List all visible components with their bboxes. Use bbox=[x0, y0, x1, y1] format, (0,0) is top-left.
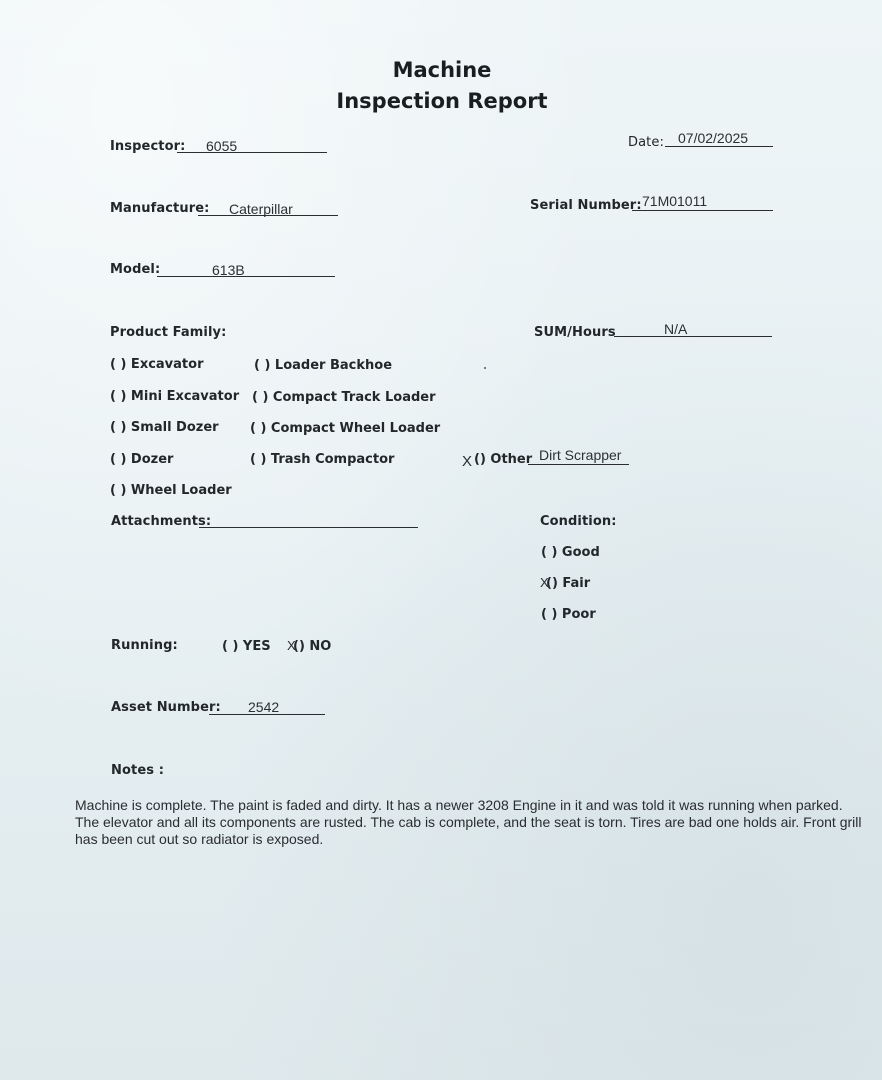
asset-number-label: Asset Number: bbox=[111, 700, 221, 715]
sum-hours-value: N/A bbox=[664, 321, 688, 337]
paper-speck bbox=[484, 367, 486, 369]
option-compact-wheel-loader[interactable]: ( ) Compact Wheel Loader bbox=[250, 421, 441, 436]
condition-poor[interactable]: ( ) Poor bbox=[541, 607, 596, 622]
option-wheel-loader[interactable]: ( ) Wheel Loader bbox=[110, 483, 232, 498]
condition-good[interactable]: ( ) Good bbox=[541, 545, 600, 560]
inspector-value: 6055 bbox=[206, 138, 238, 154]
model-label: Model: bbox=[110, 262, 161, 277]
option-mini-excavator[interactable]: ( ) Mini Excavator bbox=[110, 389, 240, 404]
sum-hours-label: SUM/Hours bbox=[534, 325, 616, 340]
other-value: Dirt Scrapper bbox=[539, 447, 622, 463]
date-label: Date: bbox=[628, 135, 664, 150]
running-no[interactable]: () NO bbox=[293, 639, 332, 654]
option-loader-backhoe[interactable]: ( ) Loader Backhoe bbox=[254, 358, 393, 373]
attachments-label: Attachments: bbox=[111, 514, 212, 529]
notes-text: Machine is complete. The paint is faded and dirty. It has a newer 3208 Engine in it and was told it was running when parked. The elevator and all its components are rusted. The cab is complete, and the seat is torn. Tires are bad one holds air. Front grill has been cut out so radiator is exposed. bbox=[75, 797, 862, 847]
condition-label: Condition: bbox=[540, 514, 617, 529]
condition-selected-mark: X bbox=[540, 575, 549, 590]
serial-number-value: 71M01011 bbox=[642, 193, 708, 209]
serial-number-line bbox=[632, 210, 773, 211]
product-family-label: Product Family: bbox=[110, 325, 227, 340]
option-small-dozer[interactable]: ( ) Small Dozer bbox=[110, 420, 219, 435]
inspector-label: Inspector: bbox=[110, 139, 186, 154]
other-line bbox=[528, 464, 629, 465]
manufacture-label: Manufacture: bbox=[110, 201, 210, 216]
condition-fair[interactable]: () Fair bbox=[546, 576, 591, 591]
running-yes[interactable]: ( ) YES bbox=[222, 639, 271, 654]
date-value: 07/02/2025 bbox=[678, 130, 749, 146]
option-other[interactable]: () Other bbox=[474, 452, 533, 467]
asset-number-value: 2542 bbox=[248, 699, 280, 715]
report-title-line2: Inspection Report bbox=[336, 89, 548, 113]
sum-hours-line bbox=[614, 336, 772, 337]
other-selected-mark: X bbox=[462, 453, 473, 470]
option-dozer[interactable]: ( ) Dozer bbox=[110, 452, 174, 467]
date-line bbox=[665, 146, 773, 147]
option-excavator[interactable]: ( ) Excavator bbox=[110, 357, 204, 372]
inspector-line bbox=[177, 152, 327, 153]
option-trash-compactor[interactable]: ( ) Trash Compactor bbox=[250, 452, 395, 467]
serial-number-label: Serial Number: bbox=[530, 198, 642, 213]
attachments-line bbox=[199, 527, 418, 528]
manufacture-value: Caterpillar bbox=[229, 201, 293, 217]
model-value: 613B bbox=[212, 262, 245, 278]
running-selected-mark: X bbox=[287, 638, 296, 653]
notes-label: Notes : bbox=[111, 763, 165, 778]
running-label: Running: bbox=[111, 638, 178, 653]
option-compact-track-loader[interactable]: ( ) Compact Track Loader bbox=[252, 390, 436, 405]
report-title-line1: Machine bbox=[392, 58, 492, 82]
model-line bbox=[157, 276, 335, 277]
